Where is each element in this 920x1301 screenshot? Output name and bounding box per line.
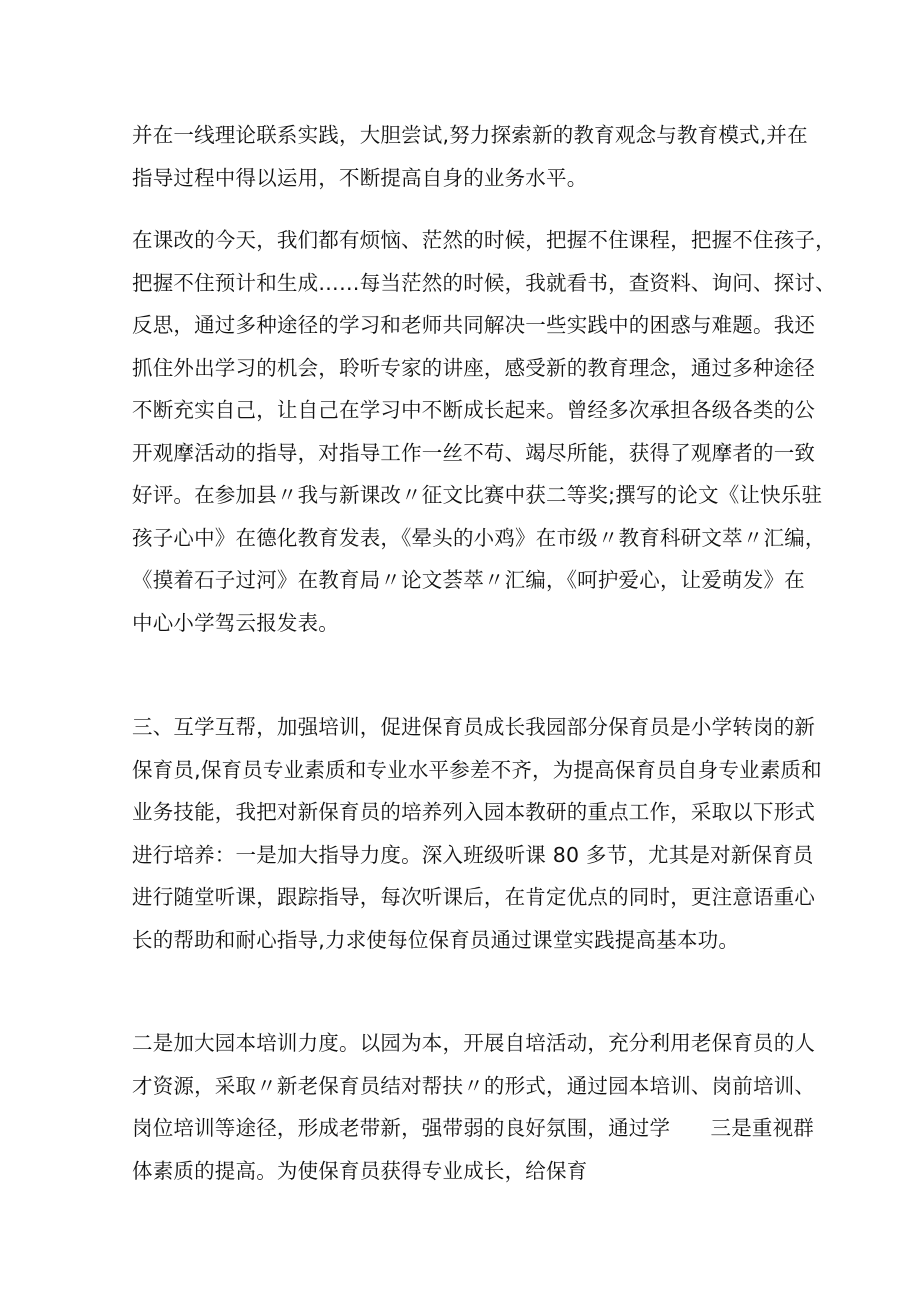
text-line: 进行培养：一是加大指导力度。深入班级听课 80 多节，尤其是对新保育员 <box>132 842 814 867</box>
text-line: 才资源，采取〃新老保育员结对帮扶〃的形式，通过园本培训、岗前培训、 <box>132 1073 816 1098</box>
text-line: 体素质的提高。为使保育员获得专业成长，给保育 <box>132 1158 588 1183</box>
text-line: 岗位培训等途径，形成老带新，强带弱的良好氛围，通过学 三是重视群 <box>132 1116 814 1140</box>
text-line: 反思，通过多种途径的学习和老师共同解决一些实践中的困惑与难题。我还 <box>132 313 816 337</box>
text-line: 不断充实自己，让自己在学习中不断成长起来。曾经多次承担各级各类的公 <box>132 398 816 422</box>
text-line: 在课改的今天，我们都有烦恼、茫然的时候，把握不住课程，把握不住孩子， <box>132 228 836 252</box>
text-line: 《摸着石子过河》在教育局〃论文荟萃〃汇编，《呵护爱心，让爱萌发》在 <box>132 568 805 592</box>
text-line: 并在一线理论联系实践，大胆尝试,努力探索新的教育观念与教育模式,并在 <box>132 123 808 147</box>
paragraph-curriculum-reform <box>132 219 836 644</box>
text-line: 把握不住预计和生成……每当茫然的时候，我就看书，查资料、询问、探讨、 <box>132 270 836 295</box>
text-line: 好评。在参加县〃我与新课改〃征文比赛中获二等奖;撰写的论文《让快乐驻 <box>132 483 823 507</box>
text-line: 抓住外出学习的机会，聆听专家的讲座，感受新的教育理念，通过多种途径 <box>132 355 816 380</box>
text-line: 指导过程中得以运用，不断提高自身的业务水平。 <box>132 165 588 190</box>
text-line: 进行随堂听课，跟踪指导，每次听课后，在肯定优点的同时，更注意语重心 <box>132 885 816 909</box>
paragraph-section-three <box>132 706 822 961</box>
text-line: 业务技能，我把对新保育员的培养列入园本教研的重点工作，采取以下形式 <box>132 800 816 824</box>
text-line: 开观摩活动的指导，对指导工作一丝不苟、竭尽所能，获得了观摩者的一致 <box>132 440 816 465</box>
text-line: 长的帮助和耐心指导,力求使每位保育员通过课堂实践提高基本功。 <box>132 927 740 952</box>
text-line: 三、互学互帮，加强培训，促进保育员成长我园部分保育员是小学转岗的新 <box>132 715 816 739</box>
paragraph-school-training <box>132 1022 816 1192</box>
paragraph-practice <box>132 114 808 199</box>
text-line: 中心小学驾云报发表。 <box>132 610 339 635</box>
text-line: 二是加大园本培训力度。以园为本，开展自培活动，充分利用老保育员的人 <box>132 1031 816 1055</box>
text-line: 保育员,保育员专业素质和专业水平参差不齐，为提高保育员自身专业素质和 <box>132 757 822 782</box>
text-line: 孩子心中》在德化教育发表，《晕头的小鸡》在市级〃教育科研文萃〃汇编， <box>132 525 826 550</box>
